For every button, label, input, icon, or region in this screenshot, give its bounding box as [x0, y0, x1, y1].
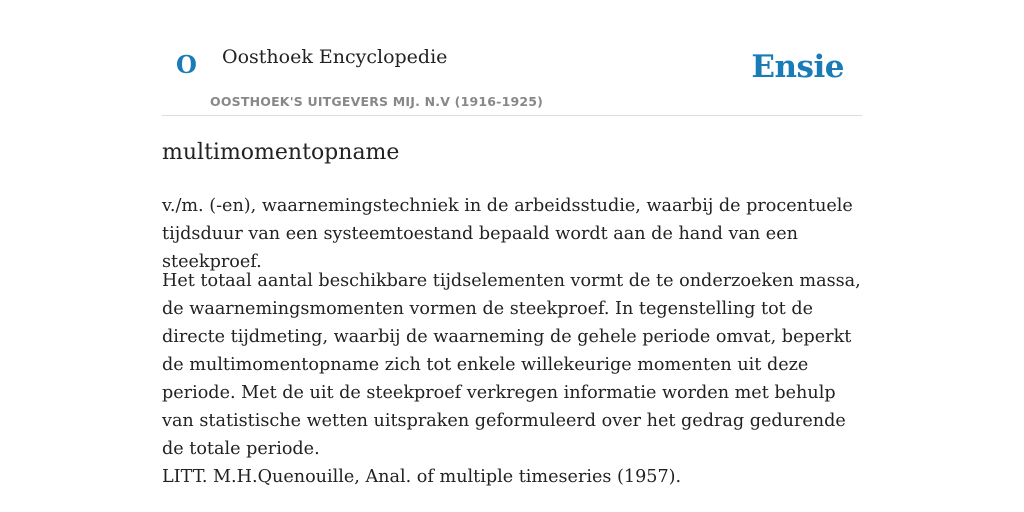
entry-definition-paragraph: v./m. (-en), waarnemingstechniek in de arbeidsstudie, waarbij de procentuele tijdsduur van een systeemtoestand bepaald wordt aan de hand van een steekproef.: [162, 196, 853, 272]
encyclopedia-title-link[interactable]: Oosthoek Encyclopedie: [222, 46, 448, 68]
site-header: [162, 0, 862, 116]
encyclopedia-logo-letter[interactable]: O: [176, 50, 197, 79]
publisher-subtitle: OOSTHOEK'S UITGEVERS MIJ. N.V (1916-1925): [210, 94, 544, 109]
entry-title: multimomentopname: [162, 140, 400, 165]
ensie-brand-logo[interactable]: Ensie: [751, 49, 844, 85]
entry-literature-reference: LITT. M.H.Quenouille, Anal. of multiple timeseries (1957).: [162, 467, 682, 487]
entry-body-paragraph: Het totaal aantal beschikbare tijdselementen vormt de te onderzoeken massa, de waarnemingsmomenten vormen de steekproef. In tegenstelling tot de directe tijdmeting, waarbij de waarneming de gehele periode omvat, beperkt de multimomentopname zich tot enkele willekeurige momenten uit deze periode. Met de uit de steekproef verkregen informatie worden met behulp van statistische wetten uitspraken geformuleerd over het gedrag gedurende de totale periode.: [162, 271, 861, 459]
page-container: [162, 0, 862, 487]
